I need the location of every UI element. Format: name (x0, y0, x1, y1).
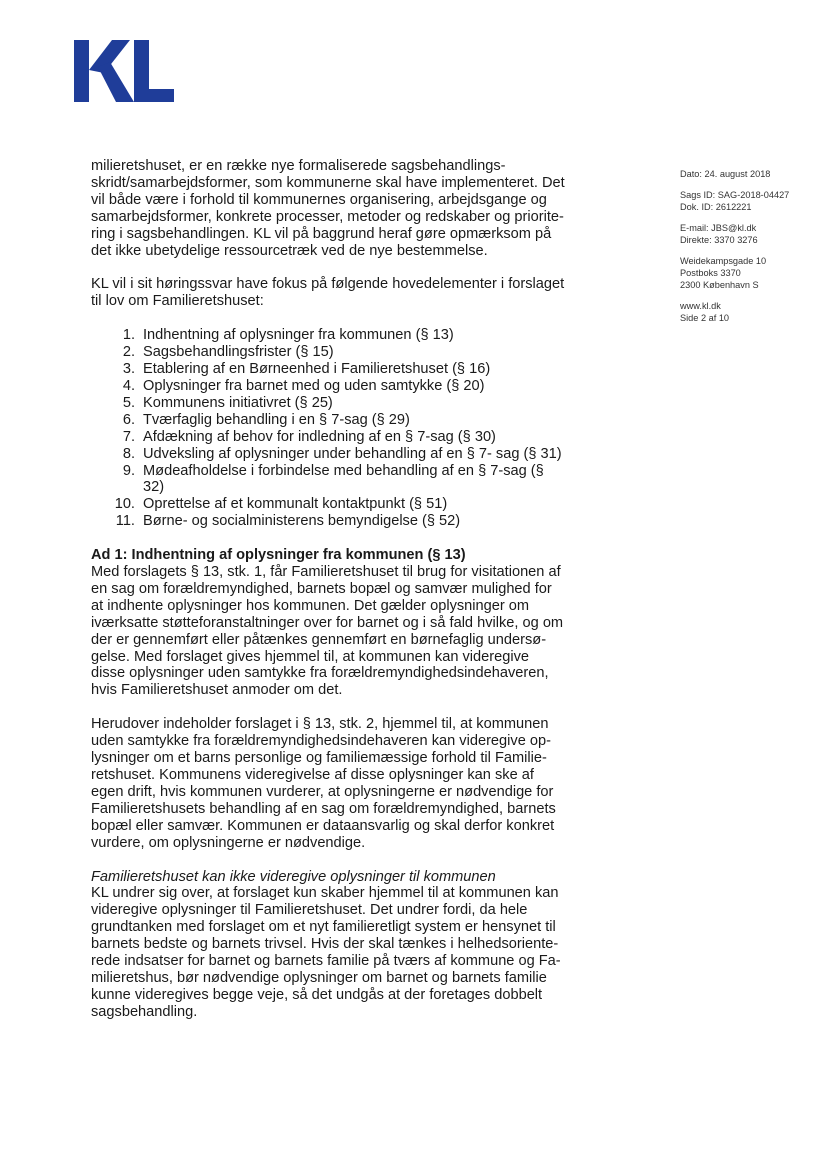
list-item: 7. Afdækning af behov for indledning af en § 7-sag (§ 30) (122, 428, 496, 445)
list-item: 1. Indhentning af oplysninger fra kommunen (§ 13) (122, 327, 454, 344)
text-line: milieretshuset, er en række nye formaliserede sagsbehandlings- (91, 158, 506, 174)
focus-paragraph (91, 276, 571, 310)
text-line: rede indsatser for barnet og barnets familie på tværs af kommune og Fa- (91, 953, 561, 970)
text-line: kunne videregives begge veje, så det undgås at der foretages dobbelt (91, 986, 543, 1003)
section-paragraph-3 (91, 885, 571, 1020)
text-line: retshuset. Kommunens videregivelse af disse oplysninger kan ske af (91, 767, 534, 783)
list-item: 10. Oprettelse af et kommunalt kontaktpunkt (§ 51) (114, 496, 448, 513)
text-line: 32) (143, 479, 165, 496)
sags-id-line: Sags ID: SAG-2018-04427 (680, 190, 790, 200)
text-line: Mødeafholdelse i forbindelse med behandling af en § 7-sag (§ (143, 462, 544, 479)
text-line: iværksatte støtteforanstaltninger over for barnet og i så fald hvilke, og om (91, 614, 564, 631)
text-line: det ikke ubetydelige ressourcetræk ved de nye bestemmelse. (91, 242, 488, 259)
main-elements-list (91, 327, 571, 530)
list-item: 11. Børne- og socialministerens bemyndigelse (§ 52) (115, 513, 461, 530)
text-line: gelse. Med forslaget gives hjemmel til, at kommunen kan videregive (91, 648, 530, 665)
dok-id-line: Dok. ID: 2612221 (680, 202, 752, 212)
email-line: E-mail: JBS@kl.dk (680, 223, 757, 233)
text-line: samarbejdsformer, konkrete processer, metoder og redskaber og priorite- (91, 208, 564, 225)
text-line: vurdere, om oplysningerne er nødvendige. (91, 834, 366, 851)
text-line: vil både være i forhold til kommunernes organisering, arbejdsgange og (91, 191, 547, 208)
text-line: ring i sagsbehandlingen. KL vil på baggrund heraf gøre opmærksom på (91, 225, 552, 242)
text-line: hvis Familieretshuset anmoder om det. (91, 682, 343, 699)
address-line-2: Postboks 3370 (680, 268, 741, 278)
list-item: 5. Kommunens initiativret (§ 25) (122, 394, 333, 411)
text-line: uden samtykke fra forældremyndighedsindehaveren kan videregive op- (91, 733, 551, 750)
list-item: 3. Etablering af en Børneenhed i Familieretshuset (§ 16) (122, 361, 491, 378)
page-number: Side 2 af 10 (680, 313, 730, 323)
direct-phone-line: Direkte: 3370 3276 (680, 235, 758, 245)
text-line: Med forslagets § 13, stk. 1, får Familieretshuset til brug for visitationen af (91, 564, 561, 581)
text-line: at indhente oplysninger hos kommunen. Det gælder oplysninger om (91, 597, 530, 614)
kl-logo (74, 40, 174, 102)
text-line: grundtanken med forslaget om et nyt familieretligt system er hensynet til (91, 919, 556, 936)
address-line-3: 2300 København S (680, 280, 759, 290)
list-item: 4. Oplysninger fra barnet med og uden samtykke (§ 20) (122, 377, 485, 394)
text-line: Herudover indeholder forslaget i § 13, stk. 2, hjemmel til, at kommunen (91, 716, 549, 733)
list-item: 6. Tværfaglig behandling i en § 7-sag (§ 29) (122, 411, 410, 428)
text-line: der er gennemført eller påtænkes gennemført en børnefaglig undersø- (91, 631, 547, 648)
list-item: 8. Udveksling af oplysninger under behandling af en § 7- sag (§ 31) (122, 445, 562, 462)
text-line: sagsbehandling. (91, 1003, 198, 1020)
text-line: disse oplysninger uden samtykke fra forældremyndighedsindehaveren, (91, 665, 549, 682)
address-line-1: Weidekampsgade 10 (680, 256, 767, 266)
text-line: KL vil i sit høringssvar have fokus på følgende hovedelementer i forslaget (91, 276, 565, 293)
section-paragraph-1 (91, 564, 571, 699)
section-heading: Ad 1: Indhentning af oplysninger fra kommunen (§ 13) (91, 547, 466, 564)
section-subheading: Familieretshuset kan ikke videregive oplysninger til kommunen (91, 868, 496, 885)
text-line: til lov om Familieretshuset: (91, 293, 264, 310)
text-line: KL undrer sig over, at forslaget kun skaber hjemmel til at kommunen kan (91, 885, 559, 902)
text-line: milieretshus, bør nødvendige oplysninger om barnet og barnets familie (91, 969, 547, 986)
text-line: videregive oplysninger til Familieretshuset. Det undrer fordi, da hele (91, 902, 528, 919)
intro-paragraph (91, 158, 571, 259)
text-line: Familieretshusets behandling af en sag om forældremyndighed, barnets (91, 800, 556, 817)
text-line: en sag om forældremyndighed, barnets bopæl og samvær mulighed for (91, 580, 552, 597)
section-paragraph-2 (91, 716, 571, 851)
date-line: Dato: 24. august 2018 (680, 169, 771, 179)
text-line: lysninger om et barns personlige og familiemæssige forhold til Familie- (91, 750, 547, 767)
text-line: barnets bedste og barnets trivsel. Hvis der skal tænkes i helhedsoriente- (91, 936, 559, 953)
text-line: bopæl eller samvær. Kommunen er dataansvarlig og skal derfor konkret (91, 817, 555, 834)
text-line: egen drift, hvis kommunen vurderer, at oplysningerne er nødvendige for (91, 783, 554, 800)
list-item: 9. Mødeafholdelse i forbindelse med behandling af en § 7-sag (§ 32) (122, 462, 544, 496)
text-line: skridt/samarbejdsformer, som kommunerne skal have implementeret. Det (91, 174, 565, 191)
letter-body (91, 158, 571, 1021)
list-item: 2. Sagsbehandlingsfrister (§ 15) (122, 344, 334, 361)
website-line: www.kl.dk (680, 301, 721, 311)
letter-meta-sidebar (680, 168, 820, 333)
